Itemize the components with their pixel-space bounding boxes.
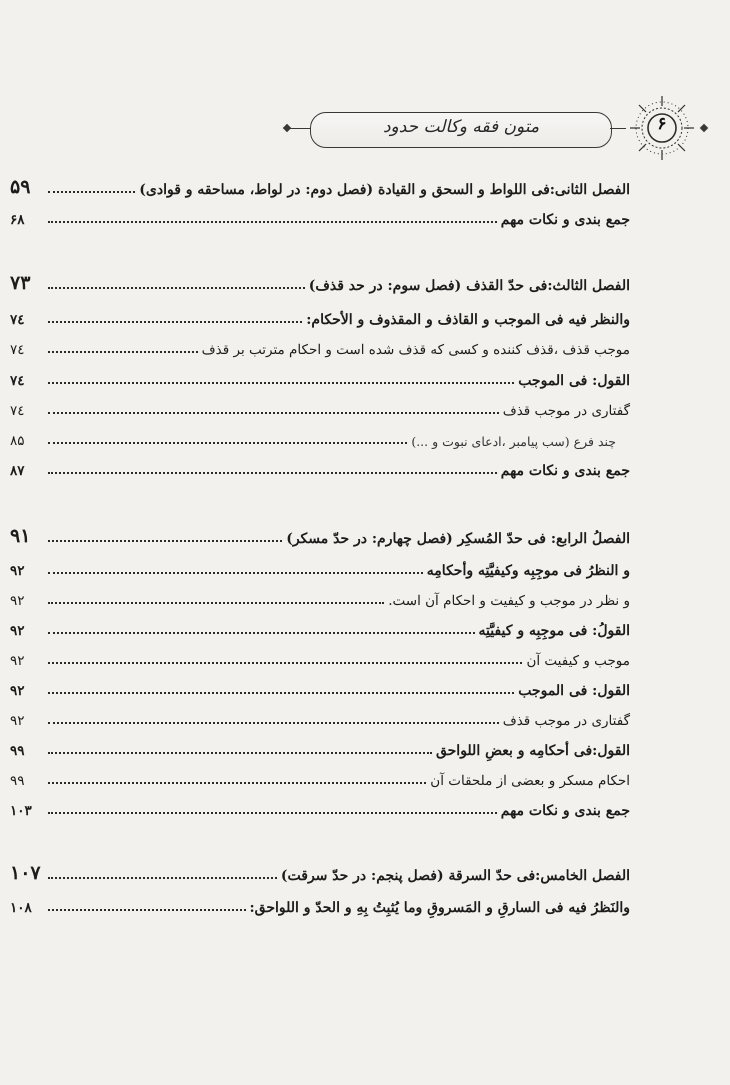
toc-page-number: ۹۲ — [10, 653, 25, 669]
toc-entry-title: موجب و کیفیت آن — [526, 653, 630, 669]
toc-entry-title: الفصل الخامس:فی حدّ السرقة (فصل پنجم: در حدّ سرقت) — [280, 868, 630, 884]
toc-page-number: ۷٤ — [10, 403, 25, 419]
dot-leader — [48, 350, 198, 353]
toc-page-number: ۱۰۳ — [10, 803, 32, 819]
book-title: متون فقه وکالت حدود — [382, 117, 540, 137]
toc-page-number: ۹۲ — [10, 563, 25, 579]
toc-entry[interactable] — [10, 643, 630, 669]
toc-entry-title: القول: فی الموجب — [518, 373, 630, 389]
dot-leader — [48, 751, 432, 754]
dot-leader — [48, 539, 282, 542]
toc-entry[interactable] — [10, 553, 630, 579]
header-rule-left — [290, 128, 310, 129]
toc-entry[interactable] — [10, 363, 630, 389]
toc-entry-title: الفصل الثانی:فی اللواط و السحق و القیادة (فصل دوم: در لواط، مساحقه و قوادی) — [139, 182, 630, 198]
toc-entry[interactable] — [10, 302, 630, 328]
dot-leader — [48, 721, 499, 724]
toc-page-number: ۷٤ — [10, 342, 25, 358]
toc-entry[interactable] — [10, 583, 630, 609]
toc-entry[interactable] — [10, 858, 630, 884]
toc-entry-title: جمع بندی و نکات مهم — [500, 212, 630, 228]
dot-leader — [48, 908, 246, 911]
toc-entry-title: و النظرُ فی موجِبِه وکیفیَّتِه وأحکامِه — [426, 563, 630, 579]
toc-page-number: ۹۲ — [10, 623, 25, 639]
toc-entry[interactable] — [10, 521, 630, 547]
toc-entry-title: الفصلُ الرابع: فی حدّ المُسکِر (فصل چهارم: در حدّ مسکر) — [286, 531, 630, 547]
dot-leader — [48, 811, 497, 814]
toc-page-number: ۹۹ — [10, 743, 25, 759]
dot-leader — [48, 441, 407, 444]
dot-leader — [48, 601, 384, 604]
toc-entry-title: چند فرع (سب پیامبر ،ادعای نبوت و ...) — [411, 434, 616, 449]
toc-entry[interactable] — [10, 703, 630, 729]
toc-page-number: ۹۲ — [10, 683, 25, 699]
toc-page-number: ۸۵ — [10, 433, 25, 449]
dot-leader — [48, 320, 302, 323]
toc-entry-title: الفصل الثالث:فی حدّ القذف (فصل سوم: در حد قذف) — [308, 278, 630, 294]
toc-page-number: ۸۷ — [10, 463, 25, 479]
toc-page-number: ۵۹ — [10, 176, 31, 198]
toc-page-number: ۱۰۸ — [10, 900, 32, 916]
dot-leader — [48, 381, 514, 384]
toc-entry-title: احکام مسکر و بعضی از ملحقات آن — [430, 773, 630, 789]
toc-entry-title: القول:فی أحکامِه و بعضِ اللواحق — [435, 743, 630, 759]
toc-entry-title: و نظر در موجب و کیفیت و احکام آن است. — [388, 593, 630, 609]
toc-entry[interactable] — [10, 613, 630, 639]
toc-page-number: ۹۲ — [10, 593, 25, 609]
ornament-dot-left — [283, 124, 291, 132]
toc-entry[interactable] — [10, 393, 630, 419]
toc-entry[interactable] — [10, 890, 630, 916]
toc-entry[interactable] — [10, 172, 630, 198]
toc-page-number: ۹۲ — [10, 713, 25, 729]
page-number: ۶ — [657, 114, 667, 134]
toc-entry-title: جمع بندی و نکات مهم — [500, 803, 630, 819]
toc-page-number: ۹۱ — [10, 525, 31, 547]
toc-entry[interactable] — [10, 268, 630, 294]
dot-leader — [48, 876, 277, 879]
ornament-dot-right — [700, 124, 708, 132]
toc-entry[interactable] — [10, 453, 630, 479]
page-header — [300, 90, 700, 160]
toc-entry[interactable] — [10, 793, 630, 819]
dot-leader — [48, 286, 305, 289]
toc-page-number: ۹۹ — [10, 773, 25, 789]
toc-entry-title: گفتاری در موجب قذف — [502, 713, 630, 729]
dot-leader — [48, 220, 497, 223]
dot-leader — [48, 471, 497, 474]
toc-entry[interactable] — [10, 733, 630, 759]
toc-page-number: ۷٤ — [10, 312, 25, 328]
toc-entry[interactable] — [10, 763, 630, 789]
dot-leader — [48, 691, 514, 694]
toc-page-number: ۱۰۷ — [10, 862, 41, 884]
toc-page-number: ۷٤ — [10, 373, 25, 389]
dot-leader — [48, 411, 499, 414]
toc-entry-title: والنَظرُ فیه فی السارقِ و المَسروقِ وما یُثبِتُ بِهِ و الحدّ و اللواحق: — [249, 900, 630, 916]
dot-leader — [48, 190, 135, 193]
dot-leader — [48, 571, 423, 574]
toc-entry-title: موجب قذف ،قذف کننده و کسی که قذف شده است و احکام مترتب بر قذف — [201, 342, 630, 358]
toc-entry-title: والنظر فیه فی الموجب و القاذف و المقذوف و الأحکام: — [306, 312, 630, 328]
dot-leader — [48, 631, 475, 634]
toc-entry[interactable] — [10, 202, 630, 228]
toc-page-number: ۷۳ — [10, 272, 31, 294]
toc-entry-title: القول: فی الموجب — [518, 683, 630, 699]
toc-entry[interactable] — [10, 673, 630, 699]
toc-entry-title: جمع بندی و نکات مهم — [500, 463, 630, 479]
header-banner — [310, 112, 612, 148]
toc-page-number: ۶۸ — [10, 212, 25, 228]
toc-entry[interactable] — [10, 332, 630, 358]
toc-entry-title: گفتاری در موجب قذف — [502, 403, 630, 419]
dot-leader — [48, 781, 426, 784]
dot-leader — [48, 661, 522, 664]
header-rule-right — [610, 128, 626, 129]
toc-entry-title: القولُ: فی موجِبِه و کیفیَّتِه — [478, 623, 630, 639]
toc-entry[interactable] — [10, 423, 630, 449]
